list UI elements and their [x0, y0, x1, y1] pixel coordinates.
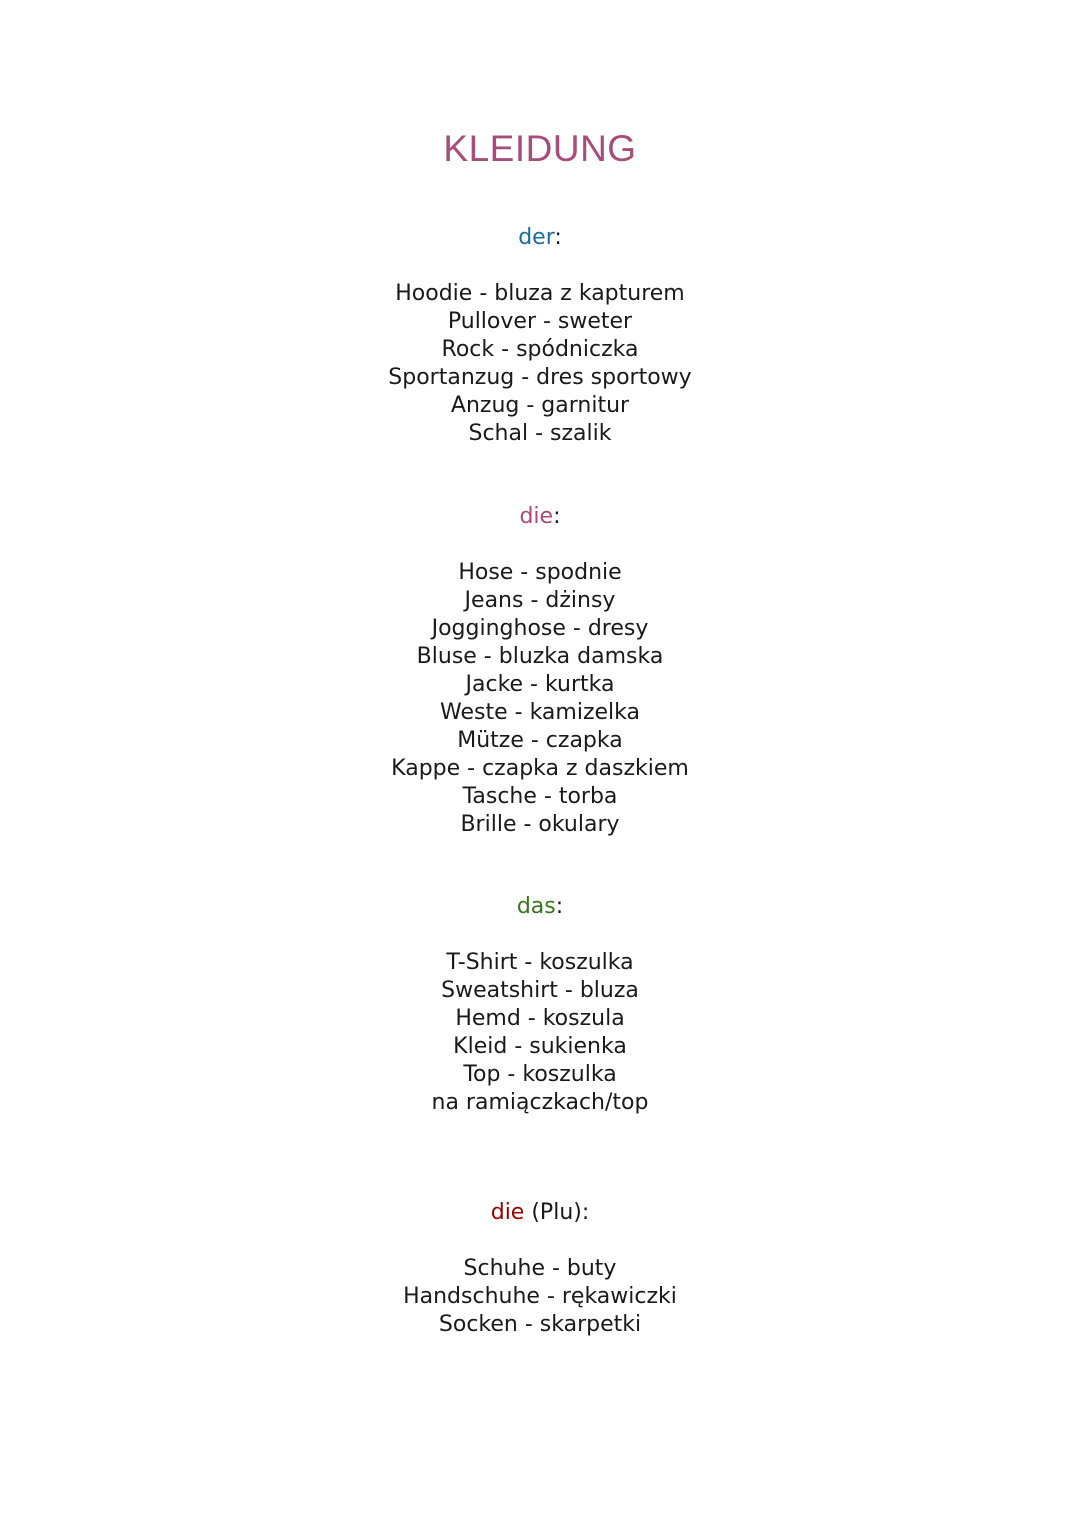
heading-suffix: :	[554, 225, 562, 250]
vocab-item: Jacke - kurtka	[465, 672, 615, 697]
vocab-item: Kappe - czapka z daszkiem	[391, 756, 689, 781]
heading-suffix: (Plu):	[524, 1200, 590, 1225]
vocab-item: Brille - okulary	[460, 812, 620, 837]
article-die: die	[519, 504, 554, 529]
heading-suffix: :	[555, 894, 564, 919]
article-das: das	[516, 894, 556, 919]
vocab-item: Sportanzug - dres sportowy	[388, 365, 692, 390]
vocab-item: Bluse - bluzka damska	[416, 644, 664, 669]
page-title: KLEIDUNG	[443, 128, 637, 169]
vocab-item: Handschuhe - rękawiczki	[403, 1284, 677, 1309]
vocab-item: Jogginghose - dresy	[431, 616, 649, 641]
vocab-item: T-Shirt - koszulka	[446, 950, 634, 975]
word-list-das	[0, 949, 1080, 1117]
vocab-item: Sweatshirt - bluza	[441, 978, 639, 1003]
vocab-item: Anzug - garnitur	[450, 393, 630, 418]
vocab-item: Hemd - koszula	[455, 1006, 625, 1031]
vocab-item: Hose - spodnie	[458, 560, 622, 585]
vocab-item: Top - koszulka	[463, 1062, 617, 1087]
vocab-item: Kleid - sukienka	[453, 1034, 627, 1059]
vocab-item: Schuhe - buty	[463, 1256, 617, 1281]
vocab-item: Socken - skarpetki	[438, 1312, 642, 1337]
section-die	[0, 503, 1080, 839]
article-der: der	[518, 225, 555, 250]
section-heading-der	[0, 224, 1080, 252]
word-list-die	[0, 559, 1080, 839]
vocab-item: Schal - szalik	[468, 421, 612, 446]
vocab-item: Hoodie - bluza z kapturem	[395, 281, 685, 306]
section-der	[0, 224, 1080, 448]
vocab-item: Weste - kamizelka	[440, 700, 640, 725]
section-plural	[0, 1199, 1080, 1339]
section-das	[0, 893, 1080, 1117]
heading-suffix: :	[553, 504, 561, 529]
vocab-item: Rock - spódniczka	[441, 337, 639, 362]
vocab-item: na ramiączkach/top	[431, 1090, 649, 1115]
section-heading-plural	[0, 1199, 1080, 1227]
vocab-item: Tasche - torba	[462, 784, 618, 809]
vocab-item: Mütze - czapka	[457, 728, 623, 753]
vocab-item: Jeans - dżinsy	[464, 588, 616, 613]
section-heading-das	[0, 893, 1080, 921]
section-heading-die	[0, 503, 1080, 531]
word-list-plural	[0, 1255, 1080, 1339]
word-list-der	[0, 280, 1080, 448]
article-die-plural: die	[490, 1200, 525, 1225]
vocab-item: Pullover - sweter	[447, 309, 633, 334]
